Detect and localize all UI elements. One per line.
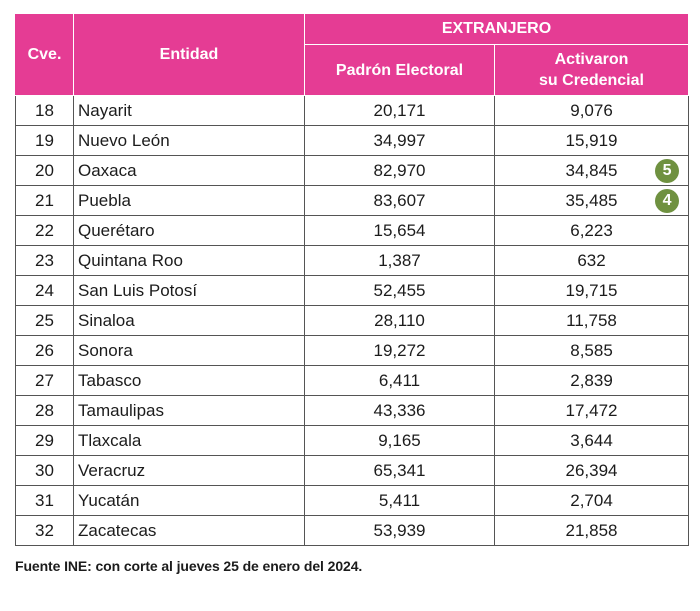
cell-cve: [16, 336, 74, 366]
cell-padron: [305, 216, 495, 246]
cell-activaron: [495, 366, 689, 396]
cell-activaron-text: 26,394: [565, 460, 618, 480]
cell-cve-text: 32: [35, 520, 54, 540]
cell-activaron: [495, 186, 689, 216]
cell-cve-text: 21: [35, 190, 54, 210]
cell-padron-text: 1,387: [378, 250, 421, 270]
cell-cve: [16, 186, 74, 216]
cell-padron: [305, 276, 495, 306]
table-row: [16, 126, 689, 156]
cell-activaron: [495, 426, 689, 456]
table-row: [16, 96, 689, 126]
cell-padron: [305, 156, 495, 186]
cell-padron-text: 15,654: [373, 220, 426, 240]
cell-padron-text: 19,272: [373, 340, 426, 360]
cell-padron-text: 83,607: [373, 190, 426, 210]
cell-padron-text: 6,411: [378, 370, 421, 390]
header-entidad: Entidad: [74, 14, 305, 96]
cell-cve-text: 22: [35, 220, 54, 240]
cell-cve: [16, 456, 74, 486]
cell-entidad-text: Quintana Roo: [78, 250, 183, 270]
cell-entidad-text: Sonora: [78, 340, 133, 360]
cell-entidad: [74, 96, 305, 126]
cell-entidad-text: Yucatán: [78, 490, 140, 510]
cell-activaron: [495, 276, 689, 306]
cell-entidad-text: Tabasco: [78, 370, 142, 390]
cell-padron: [305, 516, 495, 546]
cell-entidad: [74, 366, 305, 396]
table-row: [16, 456, 689, 486]
cell-cve: [16, 366, 74, 396]
cell-padron: [305, 306, 495, 336]
cell-cve-text: 19: [35, 130, 54, 150]
cell-cve-text: 28: [35, 400, 54, 420]
cell-entidad: [74, 336, 305, 366]
cell-activaron: [495, 216, 689, 246]
cell-activaron: [495, 516, 689, 546]
cell-activaron-text: 2,704: [570, 490, 613, 510]
cell-padron: [305, 246, 495, 276]
cell-activaron: [495, 246, 689, 276]
cell-cve-text: 29: [35, 430, 54, 450]
cell-entidad: [74, 306, 305, 336]
cell-padron: [305, 96, 495, 126]
cell-entidad: [74, 216, 305, 246]
cell-activaron-text: 21,858: [565, 520, 618, 540]
cell-activaron-text: 3,644: [570, 430, 613, 450]
cell-cve: [16, 216, 74, 246]
cell-cve-text: 26: [35, 340, 54, 360]
cell-entidad-text: Tamaulipas: [78, 400, 164, 420]
rank-badge: 5: [655, 159, 679, 183]
cell-activaron-text: 11,758: [566, 310, 617, 330]
cell-entidad: [74, 186, 305, 216]
cell-entidad: [74, 156, 305, 186]
cell-entidad-text: Querétaro: [78, 220, 155, 240]
cell-padron-text: 20,171: [373, 100, 426, 120]
cell-cve-text: 20: [35, 160, 54, 180]
cell-cve: [16, 126, 74, 156]
cell-activaron-text: 17,472: [565, 400, 618, 420]
cell-cve-text: 24: [35, 280, 54, 300]
cell-activaron-text: 15,919: [565, 130, 618, 150]
header-activaron-line2: su Credencial: [539, 72, 644, 89]
cell-activaron: [495, 396, 689, 426]
cell-activaron-text: 35,485: [565, 190, 618, 210]
cell-activaron-text: 34,845: [565, 160, 618, 180]
table-row: [16, 426, 689, 456]
cell-activaron: [495, 96, 689, 126]
cell-entidad-text: Nuevo León: [78, 130, 170, 150]
cell-entidad-text: Zacatecas: [78, 520, 157, 540]
cell-cve-text: 31: [35, 490, 54, 510]
table-row: [16, 486, 689, 516]
cell-activaron-text: 9,076: [570, 100, 613, 120]
cell-cve: [16, 246, 74, 276]
cell-activaron: [495, 306, 689, 336]
cell-cve: [16, 306, 74, 336]
cell-cve: [16, 426, 74, 456]
data-table: [15, 13, 689, 546]
cell-activaron: [495, 336, 689, 366]
cell-entidad-text: Tlaxcala: [78, 430, 142, 450]
cell-padron: [305, 366, 495, 396]
table-row: [16, 156, 689, 186]
cell-padron: [305, 186, 495, 216]
cell-activaron: [495, 126, 689, 156]
cell-entidad: [74, 516, 305, 546]
header-padron-electoral: Padrón Electoral: [305, 45, 495, 96]
table-row: [16, 306, 689, 336]
cell-cve-text: 25: [35, 310, 54, 330]
cell-entidad: [74, 276, 305, 306]
cell-entidad: [74, 396, 305, 426]
cell-cve: [16, 156, 74, 186]
cell-padron-text: 34,997: [373, 130, 426, 150]
cell-cve-text: 27: [35, 370, 54, 390]
rank-badge: 4: [655, 189, 679, 213]
cell-cve: [16, 516, 74, 546]
source-note: Fuente INE: con corte al jueves 25 de enero del 2024.: [15, 558, 363, 574]
cell-activaron: [495, 456, 689, 486]
header-extranjero: EXTRANJERO: [305, 14, 689, 45]
cell-activaron: [495, 486, 689, 516]
cell-padron-text: 43,336: [373, 400, 426, 420]
cell-activaron-text: 2,839: [570, 370, 613, 390]
header-cve: Cve.: [16, 14, 74, 96]
cell-entidad: [74, 486, 305, 516]
cell-entidad-text: Oaxaca: [78, 160, 137, 180]
header-activaron-credencial: [495, 45, 689, 96]
cell-cve-text: 18: [35, 100, 54, 120]
header-activaron-line1: Activaron: [554, 51, 629, 68]
cell-padron-text: 9,165: [378, 430, 421, 450]
cell-padron-text: 5,411: [378, 490, 421, 510]
cell-padron: [305, 486, 495, 516]
cell-padron: [305, 126, 495, 156]
cell-entidad: [74, 426, 305, 456]
cell-activaron-text: 8,585: [570, 340, 613, 360]
cell-entidad: [74, 246, 305, 276]
cell-cve-text: 30: [35, 460, 54, 480]
cell-padron-text: 28,110: [374, 310, 425, 330]
cell-entidad-text: Veracruz: [78, 460, 146, 480]
cell-padron-text: 52,455: [373, 280, 426, 300]
cell-padron: [305, 396, 495, 426]
cell-padron: [305, 426, 495, 456]
table-body: [16, 96, 689, 546]
cell-activaron-text: 632: [577, 250, 606, 270]
table-row: [16, 516, 689, 546]
cell-entidad-text: Puebla: [78, 190, 131, 210]
cell-cve-text: 23: [35, 250, 54, 270]
cell-padron: [305, 336, 495, 366]
table-row: [16, 246, 689, 276]
table-row: [16, 276, 689, 306]
cell-activaron: [495, 156, 689, 186]
table-row: [16, 366, 689, 396]
cell-padron-text: 65,341: [373, 460, 426, 480]
cell-activaron-text: 6,223: [570, 220, 613, 240]
data-table-container: [15, 13, 688, 546]
cell-padron-text: 53,939: [373, 520, 426, 540]
cell-activaron-text: 19,715: [565, 280, 618, 300]
cell-cve: [16, 396, 74, 426]
cell-cve: [16, 276, 74, 306]
cell-entidad: [74, 126, 305, 156]
cell-padron: [305, 456, 495, 486]
cell-entidad-text: Nayarit: [78, 100, 132, 120]
cell-padron-text: 82,970: [373, 160, 426, 180]
table-row: [16, 336, 689, 366]
table-row: [16, 186, 689, 216]
cell-cve: [16, 486, 74, 516]
table-row: [16, 396, 689, 426]
cell-cve: [16, 96, 74, 126]
cell-entidad: [74, 456, 305, 486]
cell-entidad-text: Sinaloa: [78, 310, 135, 330]
table-row: [16, 216, 689, 246]
cell-entidad-text: San Luis Potosí: [78, 280, 198, 300]
